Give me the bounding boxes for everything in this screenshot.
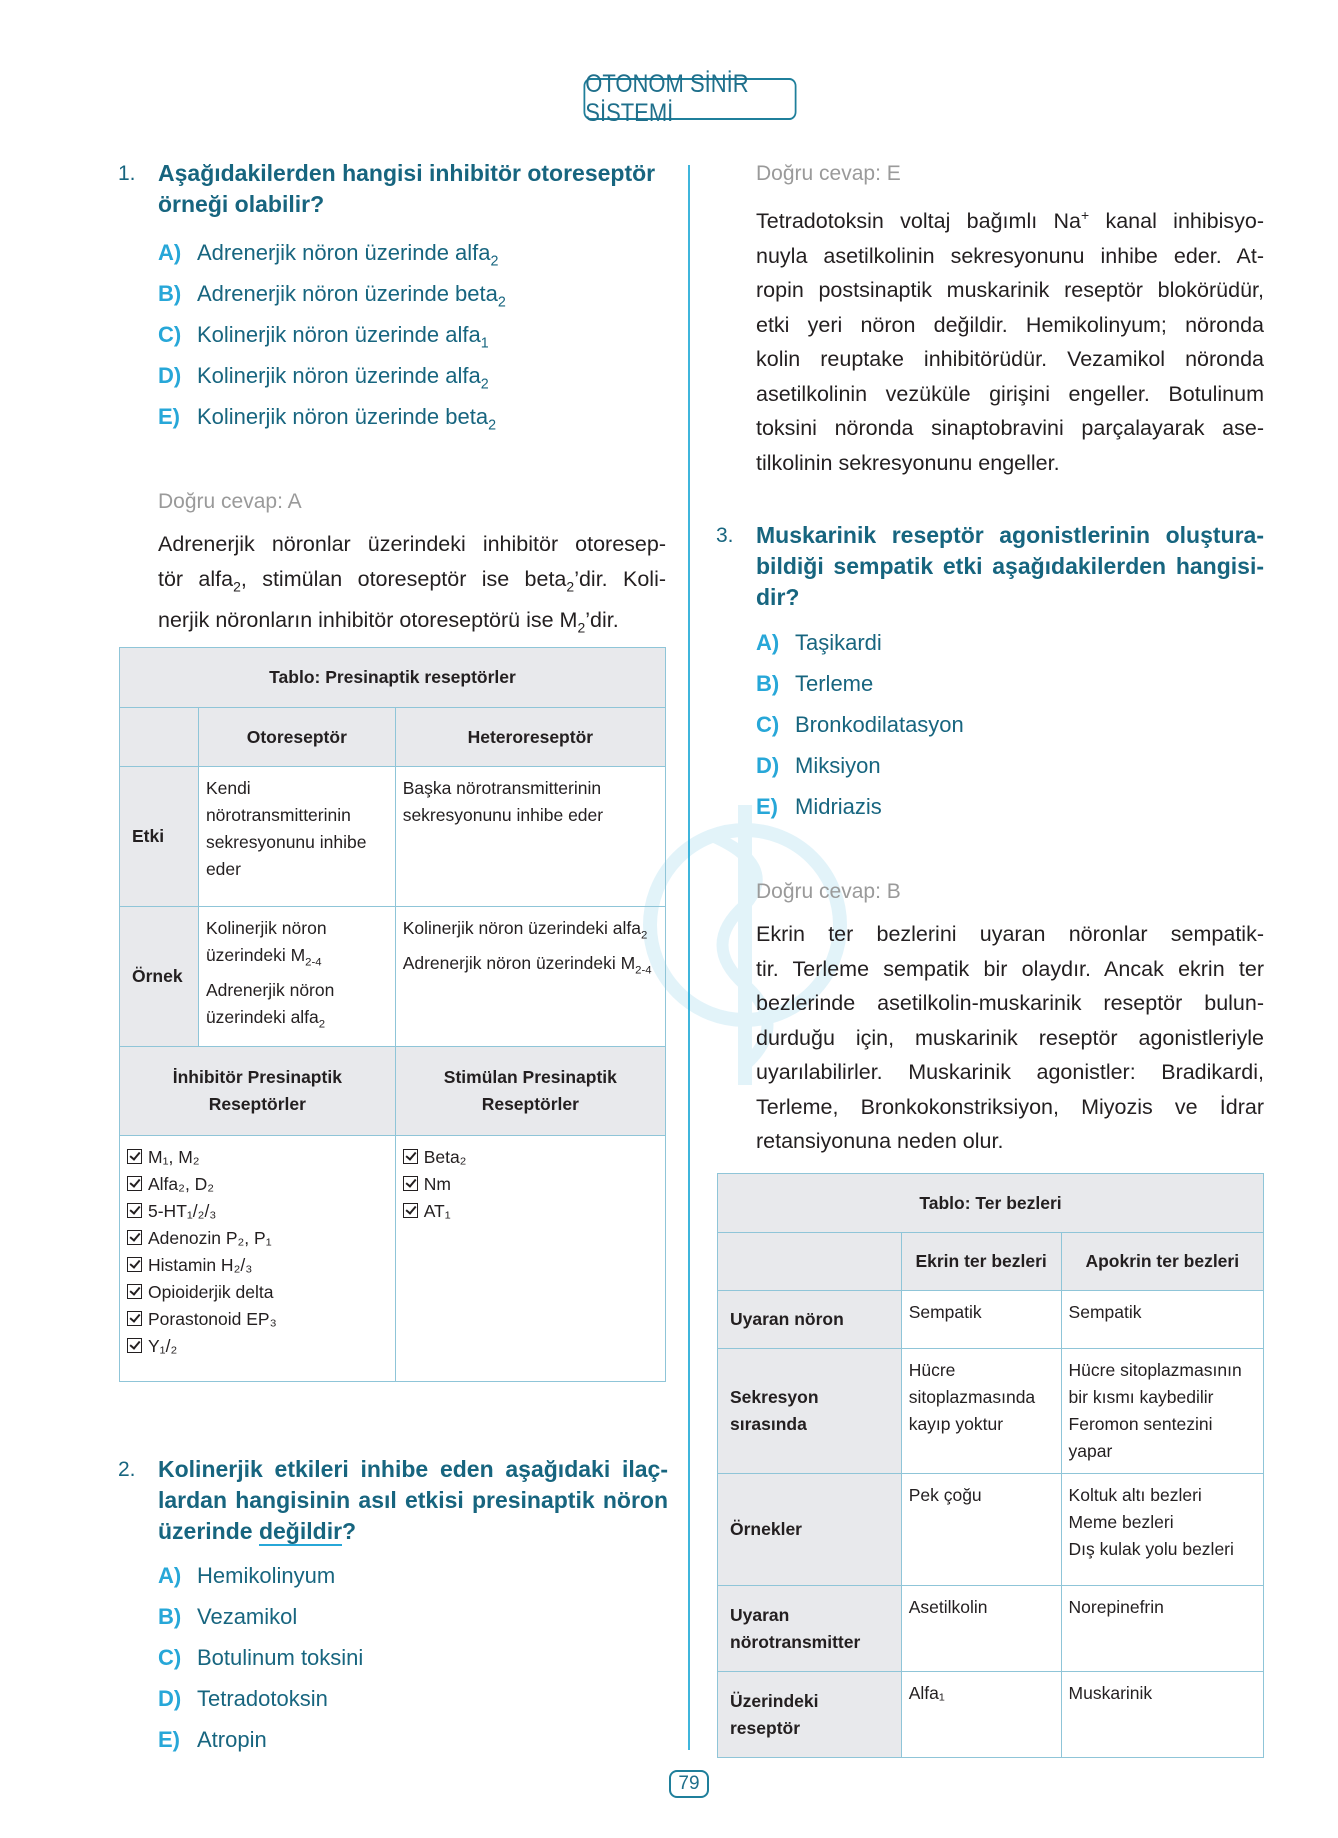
table1-stimulant-head: Stimülan Presinaptik Reseptörler (395, 1047, 665, 1136)
q3-option-a[interactable]: A) Taşikardi (756, 630, 882, 655)
q3-option-b[interactable]: B) Terleme (756, 671, 874, 696)
q1-answer: Doğru cevap: A (158, 490, 302, 513)
checkbox-icon (127, 1311, 142, 1326)
list-item: Beta₂ (403, 1144, 658, 1171)
q2-option-b[interactable]: B) Vezamikol (158, 1604, 298, 1629)
checkbox-icon (403, 1203, 418, 1218)
table1-etki-hetero: Başka nörotransmitterinin sekresyonunu inhibe eder (395, 767, 665, 907)
question-3-text: Muskarinik reseptör agonistlerinin oluştura- bildiği sempatik etki aşağıdakilerden hangisi- dir? (756, 522, 1264, 610)
q3-option-c[interactable]: C) Bronkodilatasyon (756, 712, 964, 737)
list-item: Adenozin P₂, P₁ (127, 1225, 388, 1252)
table1-ornek-hetero: Kolinerjik nöron üzerindeki alfa$_2$ Adrenerjik nöron üzerindeki $M_{2-4}$ (395, 907, 665, 1047)
list-item: AT₁ (403, 1198, 658, 1225)
question-1-number: 1. (118, 162, 136, 185)
table2-title: Tablo: Ter bezleri (718, 1174, 1264, 1233)
checkbox-icon (127, 1284, 142, 1299)
q2-answer: Doğru cevap: E (756, 162, 901, 185)
list-item: M₁, M₂ (127, 1144, 388, 1171)
table-row: Örnekler Pek çoğu Koltuk altı bezleri Meme bezleri Dış kulak yolu bezleri (718, 1474, 1264, 1586)
question-3-number: 3. (716, 524, 734, 547)
q1-explanation: Adrenerjik nöronlar üzerindeki inhibitör otoresep- tör alfa$_2$, stimülan otoreseptör ise beta$_2$’dir. Koli- nerjik nöronların inhibitör otoreseptörü ise $M_2’dir$. (158, 532, 667, 636)
chapter-title: OTONOM SİNİR SİSTEMİ (584, 78, 797, 120)
q3-answer: Doğru cevap: B (756, 880, 901, 903)
table1-inhibitory-list (120, 1136, 396, 1382)
checkbox-icon (403, 1149, 418, 1164)
q2-option-d[interactable]: D) Tetradotoksin (158, 1686, 328, 1711)
q3-option-e[interactable]: E) Midriazis (756, 794, 882, 819)
table1-row-ornek: Örnek (120, 907, 199, 1047)
q2-option-c[interactable]: C) Botulinum toksini (158, 1645, 364, 1670)
checkbox-icon (127, 1176, 142, 1191)
q1-option-d[interactable]: D) Kolinerjik nöron üzerinde alfa$_2$ (158, 363, 489, 393)
list-item: Porastonoid EP₃ (127, 1306, 388, 1333)
table1-row-etki: Etki (120, 767, 199, 907)
table1-etki-auto: Kendi nörotransmitterinin sekresyonunu inhibe eder (198, 767, 395, 907)
q2-option-e[interactable]: E) Atropin (158, 1727, 267, 1752)
table1-title: Tablo: Presinaptik reseptörler (120, 648, 666, 708)
table2-col-apokrin: Apokrin ter bezleri (1061, 1233, 1263, 1291)
list-item: Opioiderjik delta (127, 1279, 388, 1306)
table-row: Uyaran nöron Sempatik Sempatik (718, 1291, 1264, 1349)
question-2-text: Kolinerjik etkileri inhibe eden aşağıdaki ilaç- lardan hangisinin asıl etkisi presinaptik nöron üzerinde değildir? (158, 1456, 668, 1544)
table-row: Üzerindeki reseptör Alfa₁ Muskarinik (718, 1672, 1264, 1758)
list-item: Y₁/₂ (127, 1333, 388, 1360)
page-number: 79 (669, 1770, 709, 1798)
table1-ornek-auto: Kolinerjik nöron üzerindeki $M_{2-4}$ Adrenerjik nöron üzerindeki alfa$_2$ (198, 907, 395, 1047)
table1-col-hetero: Heteroreseptör (395, 708, 665, 767)
checkbox-icon (127, 1257, 142, 1272)
q1-option-e[interactable]: E) Kolinerjik nöron üzerinde beta$_2$ (158, 404, 497, 434)
question-2-number: 2. (118, 1458, 136, 1481)
checkbox-icon (127, 1230, 142, 1245)
list-item: 5-HT₁/₂/₃ (127, 1198, 388, 1225)
list-item: Alfa₂, D₂ (127, 1171, 388, 1198)
table1-stimulant-list (395, 1136, 665, 1382)
q1-option-c[interactable]: C) Kolinerjik nöron üzerinde alfa$_1$ (158, 322, 489, 352)
list-item: Nm (403, 1171, 658, 1198)
q1-option-a[interactable]: A) Adrenerjik nöron üzerinde alfa$_2$ (158, 240, 499, 270)
question-1-text: Aşağıdakilerden hangisi inhibitör otoreseptör örneği olabilir? (158, 160, 656, 217)
q2-option-a[interactable]: A) Hemikolinyum (158, 1563, 336, 1588)
checkbox-icon (127, 1338, 142, 1353)
checkbox-icon (127, 1203, 142, 1218)
presynaptic-receptors-table (119, 647, 666, 1382)
list-item: Histamin H₂/₃ (127, 1252, 388, 1279)
q1-option-b[interactable]: B) Adrenerjik nöron üzerinde beta$_2$ (158, 281, 506, 311)
table-row: Uyaran nörotransmitter Asetilkolin Norepinefrin (718, 1586, 1264, 1672)
checkbox-icon (403, 1176, 418, 1191)
sweat-glands-table (717, 1173, 1264, 1758)
q3-option-d[interactable]: D) Miksiyon (756, 753, 881, 778)
table2-col-ekrin: Ekrin ter bezleri (901, 1233, 1061, 1291)
table1-col-auto: Otoreseptör (198, 708, 395, 767)
table1-inhibitory-head: İnhibitör Presinaptik Reseptörler (120, 1047, 396, 1136)
q2-explanation: Tetradotoksin voltaj bağımlı Na+ kanal inhibisyo- nuyla asetilkolinin sekresyonunu inhibe eder. At- ropin postsinaptik muskarinik reseptör blokörüdür, etki yeri nöron değildir. Hemikolinyum; nöronda kolin reuptake inhibitörüdür. Vezamikol nöronda asetilkolinin vezüküle girişini engeller. Botulinum toksini nöronda sinaptobravini parçalayarak ase- tilkolinin sekresyonunu engeller. (756, 207, 1264, 475)
table-row: Sekresyon sırasında Hücre sitoplazmasında kayıp yoktur Hücre sitoplazmasının bir kısmı kaybedilir Feromon sentezini yapar (718, 1349, 1264, 1474)
checkbox-icon (127, 1149, 142, 1164)
q3-explanation: Ekrin ter bezlerini uyaran nöronlar sempatik- tir. Terleme sempatik bir olaydır. Ancak ekrin ter bezlerinde asetilkolin-muskarinik reseptör bulun- durduğu için, muskarinik reseptör agonistleriyle uyarılabilirler. Muskarinik agonistler: Bradikardi, Terleme, Bronkokonstriksiyon, Miyozis ve İdrar retansiyonuna neden olur. (756, 922, 1264, 1153)
